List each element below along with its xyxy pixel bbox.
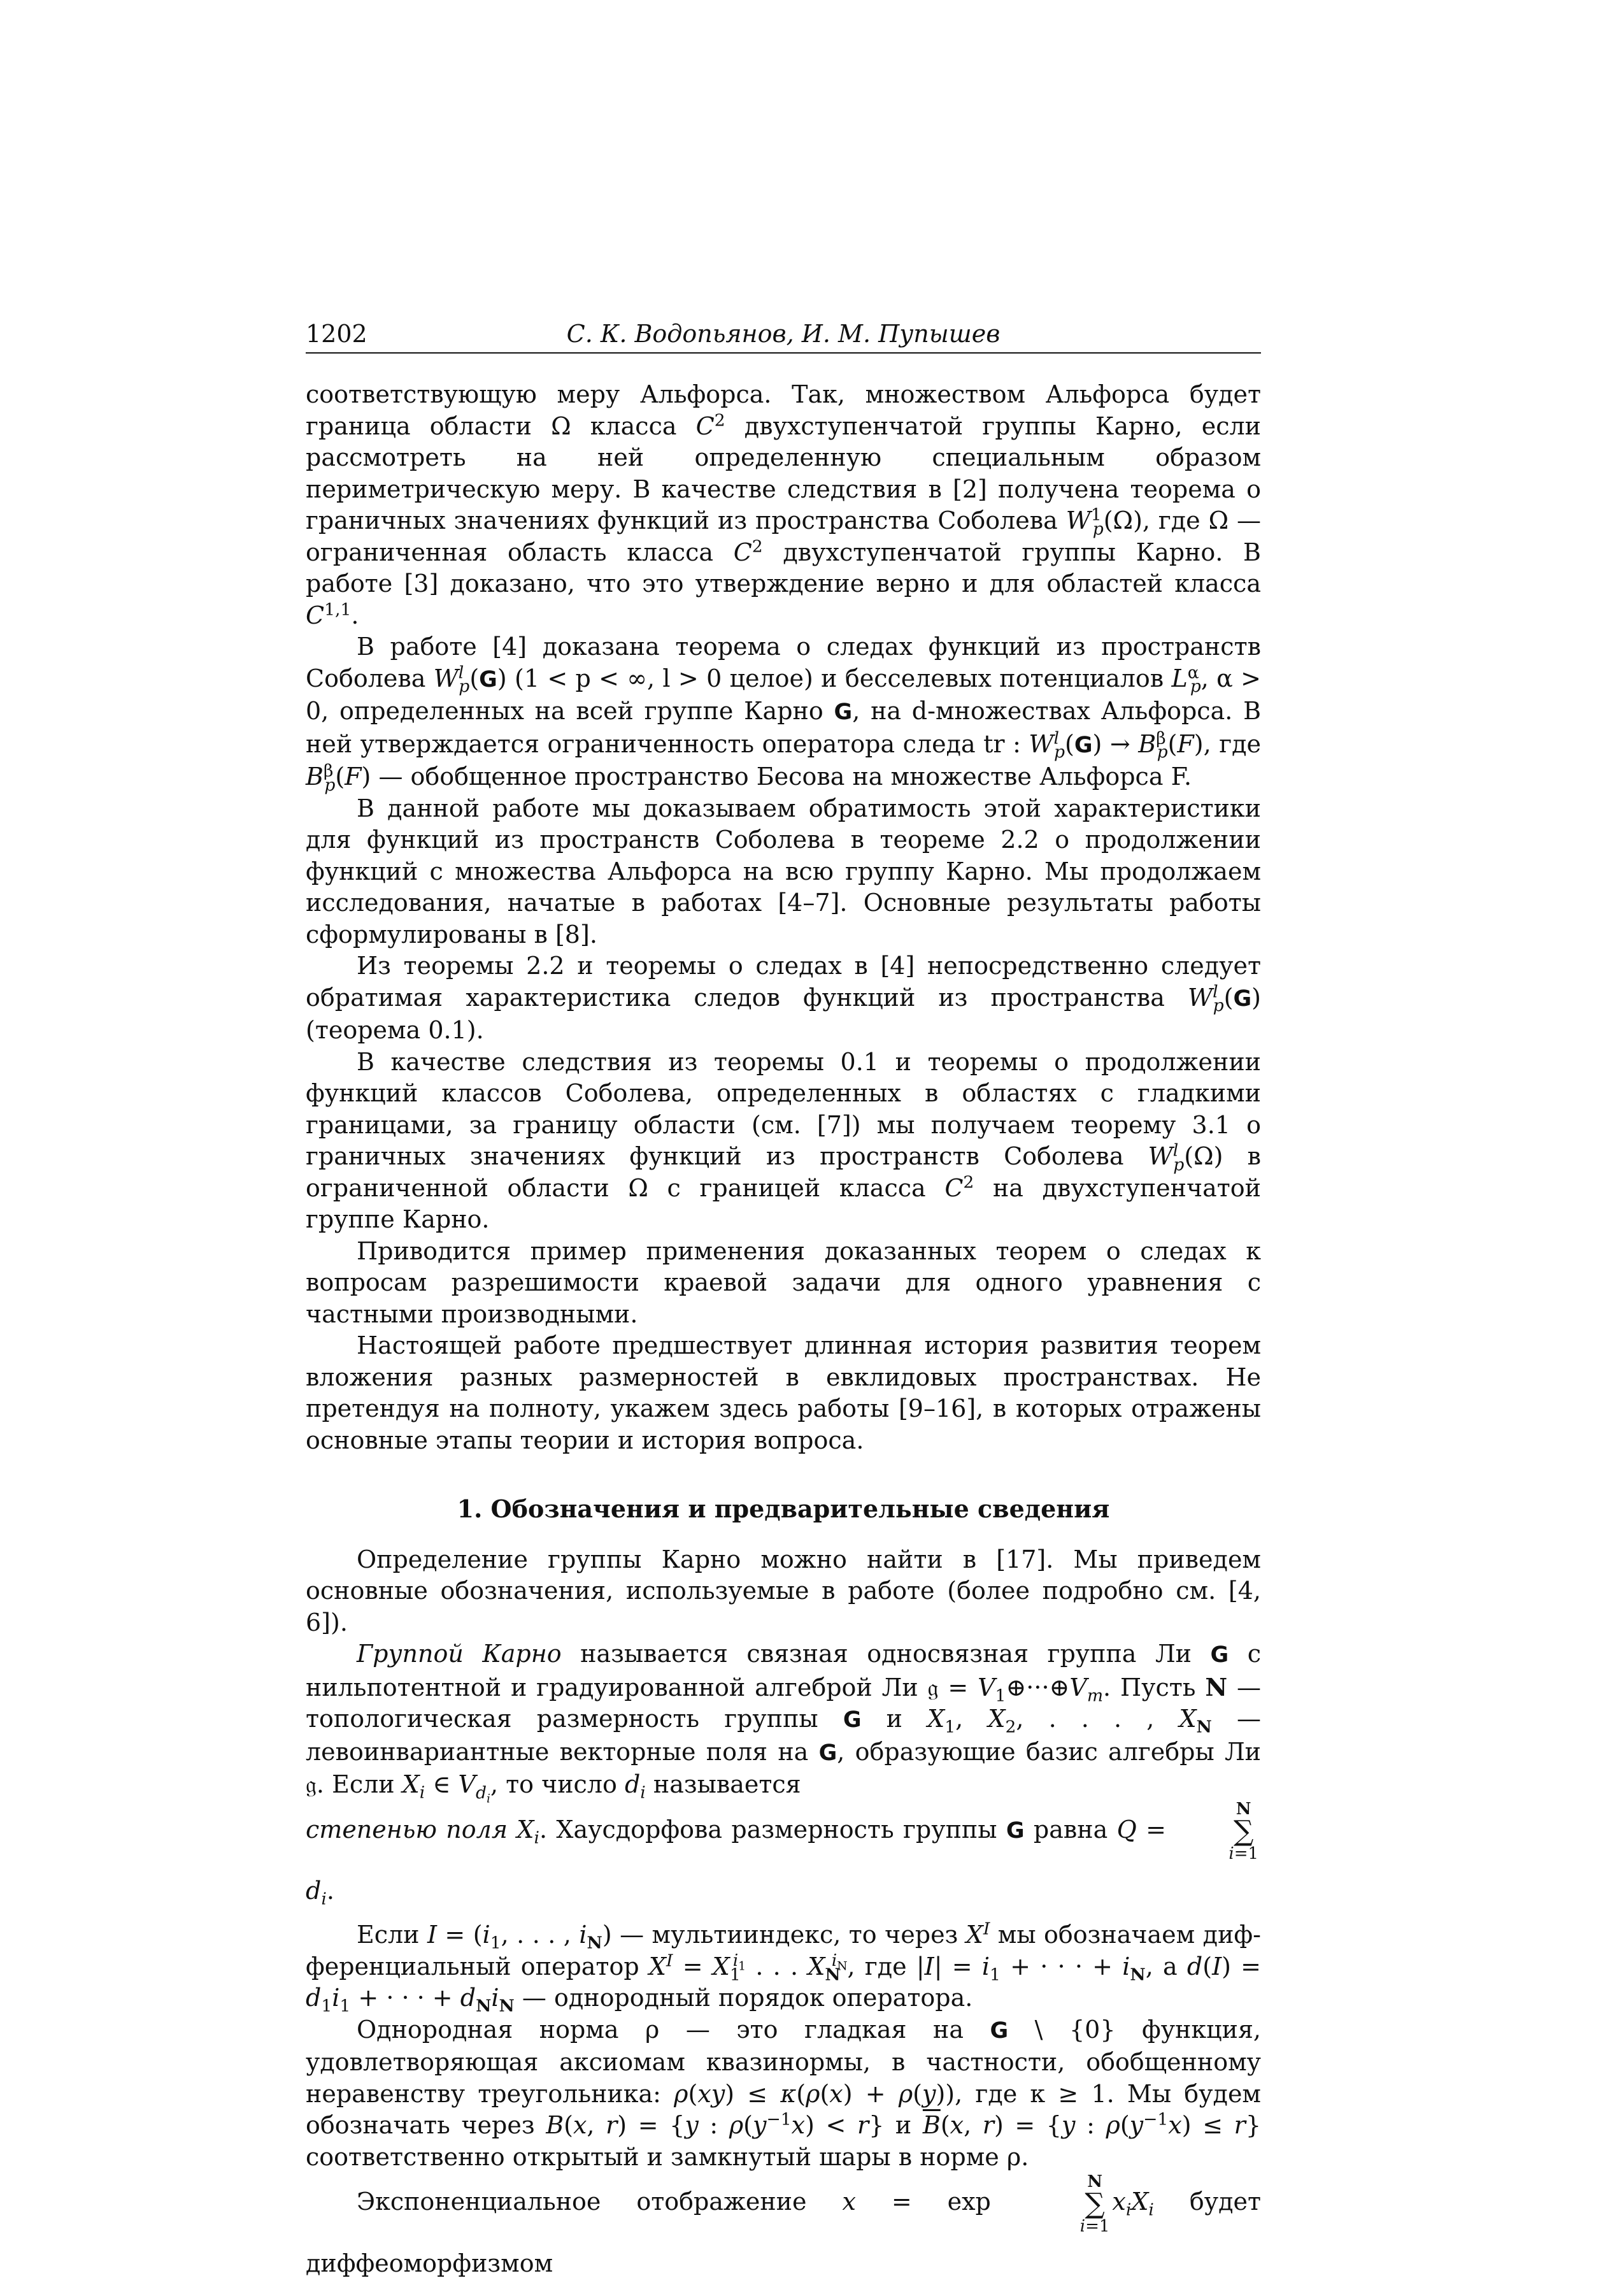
section-paragraph-1: Определение группы Карно можно найти в [17]. Мы приведем основные обозначения, используемые в работе (более подробно см. [4, 6]). <box>306 1545 1261 1637</box>
intro-paragraph-3: В данной работе мы доказываем обратимость этой характеристики для функций из пространств Соболева в теореме 2.2 о продолжении функций с множества Альфорса на всю группу Карно. Мы продолжаем исследования, начатые в работах [4–7]. Основные результаты работы сформулированы в [8]. <box>306 794 1261 949</box>
intro-paragraph-5: В качестве следствия из теоремы 0.1 и теоремы о продолжении функций классов Соболева, определенных в областях с гладкими границами, за границу области (см. [7]) мы получаем теорему 3.1 о граничных значениях функций из пространств Соболева $W^l_p(\Omega)$ в ограниченной области Ω с границей класса $C^2$ на двухступенчатой группе Карно. <box>306 1047 1261 1233</box>
intro-paragraph-6: Приводится пример применения доказанных теорем о следах к вопросам разрешимости краевой задачи для одного уравнения с частными производными. <box>306 1236 1261 1328</box>
section-paragraph-2: Группой Карно называется связная односвязная группа Ли G с нильпотентной и градуированной алгеброй Ли 𝔤 = $V_1\oplus\cdot\cdot\cdot\oplus V_m$. Пусть N — топологическая размерность группы G и $X_1$, $X_2$, . . . , $X_N$ — левоинвариантные векторные поля на G, образующие базис алгебры Ли 𝔤. Если $X_i$ ∈ $V_{d_i}$, то число $d_i$ называется степенью поля $X_i$. Хаусдорфова размерность группы G равна Q = N ∑ i=1 $d_i$. <box>306 1640 1262 1909</box>
intro-paragraph-2: В работе [4] доказана теорема о следах функций из пространств Соболева $W^l_p(G) (1 < p$ < ∞, l > 0 целое) и бесселевых потенциалов $L^\alpha_p$, α > 0, определенных на всей группе Карно G, на d-множествах Альфорса. В ней утверждается ограниченность оператора следа tr : $W^l_p(G) \to B^\beta_p(F)$, где $B^\beta_p(F)$ — обобщенное пространство Бесова на множестве Альфорса F. <box>306 633 1262 795</box>
running-head <box>306 319 1261 354</box>
section-heading: 1. Обозначения и предварительные сведения <box>457 1494 1110 1523</box>
intro-paragraph-1: соответствующую меру Альфорса. Так, множеством Альфорса будет граница области Ω класса $C^2$ двухступенчатой группы Карно, если рассмотреть на ней определенную специальным образом периметрическую меру. В качестве следствия в [2] получена теорема о граничных значениях функций из пространства Соболева $W^1_p(\Omega)$, где Ω — ограниченная область класса $C^2$ двухступенчатой группы Карно. В работе [3] доказано, что это утверждение верно и для областей класса C$^{1,1}$. <box>306 380 1261 629</box>
section-paragraph-5: Экспоненциальное отображение x = exp N ∑ i=1 $x_iX_i$ будет диффеоморфизмом <box>306 2172 1261 2277</box>
section-paragraph-3: Если $I = (i_1$, . . . , $i_N$) — мультииндекс, то через $X^I$ мы обозначаем дифференциальный оператор $X^I = X_1^{i_1}$ . . . $X_N^{i_N}$, где $|I| = i_1$ + · · · + $i_N$, а $d(I) = d_1i_1$ + · · · + $d_Ni_N$ — однородный порядок оператора. <box>306 1919 1261 2016</box>
intro-paragraph-7: Настоящей работе предшествует длинная история развития теорем вложения разных размерностей в евклидовых пространствах. Не претендуя на полноту, укажем здесь работы [9–16], в которых отражены основные этапы теории и история вопроса. <box>306 1331 1261 1454</box>
document-page <box>306 319 1261 2292</box>
intro-paragraph-4: Из теоремы 2.2 и теоремы о следах в [4] непосредственно следует обратимая характеристика следов функций из пространства $W^l_p(G)$ (теорема 0.1). <box>306 952 1261 1044</box>
page-number: 1202 <box>306 320 367 348</box>
running-head-authors: С. К. Водопьянов, И. М. Пупышев <box>566 320 1001 348</box>
section-paragraph-4: Однородная норма ρ — это гладкая на G \ {0} функция, удовлетворяющая аксиомам квазинормы, в частности, обобщенному неравенству треугольника: ρ(xy) ≤ κ(ρ(x) + ρ(y)), где κ ≥ 1. Мы будем обозначать через B(x, r) = {y : $\rho(y^{-1}x) < r$} и $\overline{B}(x$, r) = {y : $\rho(y^{-1}x) \le r$} соответственно открытый и замкнутый шары в норме ρ. <box>306 2015 1262 2171</box>
